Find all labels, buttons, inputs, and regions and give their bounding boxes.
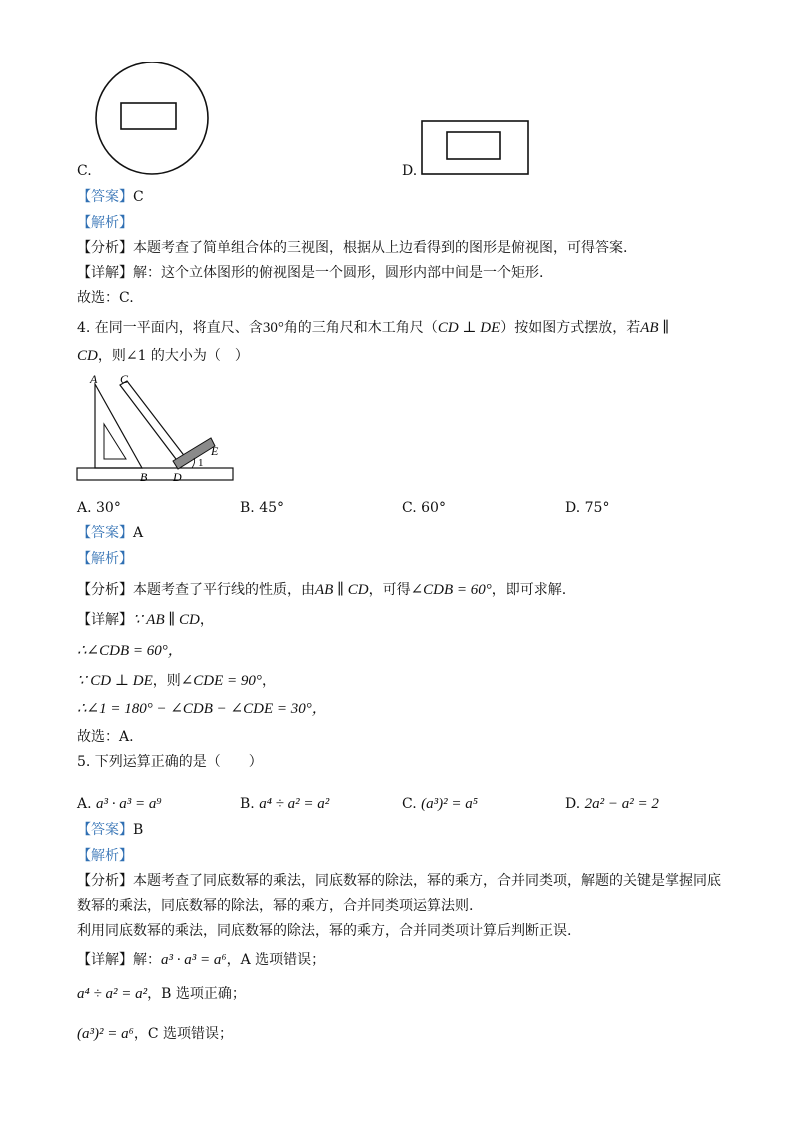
- step3-math-2: ∠CDE = 90°: [180, 673, 262, 689]
- option-value: a³ · a³ = a⁹: [96, 796, 162, 812]
- answer-tag: 【答案】: [77, 525, 133, 541]
- rectangle-shape: [121, 103, 176, 129]
- label-c: C: [120, 372, 129, 386]
- q5-answer: [77, 820, 143, 840]
- fenxi-c: ，即可求解.: [491, 582, 567, 598]
- q4-stem-b: 角的三角尺和木工角尺（: [283, 320, 438, 336]
- q4-stem-deg: 30°: [262, 320, 284, 336]
- option-value: a⁴ ÷ a² = a²: [259, 796, 330, 812]
- triangle-ruler-inner-hole: [104, 424, 126, 459]
- line1-text: ，A 选项错误；: [226, 952, 326, 968]
- q3-conclusion: 故选：C.: [77, 290, 134, 306]
- step3-a: ，则: [152, 673, 181, 689]
- ruler-shape: [77, 468, 233, 480]
- answer-value: B: [133, 822, 144, 838]
- line3-text: ，C 选项错误；: [133, 1026, 233, 1042]
- q5-xiangjie-1: [77, 950, 325, 970]
- fenxi-b: ，可得: [368, 582, 411, 598]
- q3-analysis-tag: 【解析】: [77, 215, 133, 231]
- option-d-figure: [415, 114, 535, 176]
- q4-stem-ab: AB ∥: [640, 320, 670, 336]
- q4-analysis-tag: 【解析】: [77, 551, 133, 567]
- q5-option-c: [402, 794, 478, 814]
- q5-option-b: [240, 794, 329, 814]
- q5-fenxi-3: 利用同底数幂的乘法，同底数幂的除法，幂的乘方，合并同类项计算后判断正误.: [77, 923, 572, 939]
- q4-option-a: [77, 498, 121, 518]
- option-value: (a³)² = a⁵: [421, 796, 478, 812]
- option-label: A.: [77, 500, 92, 516]
- q5-option-a: [77, 794, 162, 814]
- step3-math-1: ∵ CD ⊥ DE: [77, 673, 153, 689]
- q5-xiangjie-3: [77, 1024, 233, 1044]
- fenxi-math-1: AB ∥ CD: [315, 582, 369, 598]
- q4-step4: ∴∠1 = 180° − ∠CDB − ∠CDE = 30°，: [77, 701, 327, 717]
- xiangjie-text: 解：这个立体图形的俯视图是一个圆形，圆形内部中间是一个矩形.: [133, 265, 544, 281]
- fenxi-text-1: 本题考查了同底数幂的乘法，同底数幂的除法，幂的乘方，合并同类项，解题的关键是掌握同底: [133, 873, 721, 889]
- option-label: B.: [240, 500, 255, 516]
- q5-analysis-tag: 【解析】: [77, 848, 133, 864]
- q3-xiangjie: [77, 263, 543, 283]
- label-a: A: [90, 372, 98, 386]
- inner-rectangle-shape: [447, 132, 500, 159]
- option-label: D.: [565, 796, 581, 812]
- q4-fenxi: [77, 580, 566, 600]
- label-e: E: [211, 444, 219, 458]
- xiangjie-tag: 【详解】: [77, 265, 133, 281]
- fenxi-tag: 【分析】: [77, 582, 133, 598]
- q3-answer: [77, 187, 144, 207]
- option-label: B.: [240, 796, 255, 812]
- q4-option-d: [565, 498, 609, 518]
- label-b: B: [140, 470, 148, 484]
- line2-text: ，B 选项正确；: [147, 986, 246, 1002]
- option-label: A.: [77, 796, 92, 812]
- option-value: 2a² − a² = 2: [584, 796, 659, 812]
- q4-conclusion: 故选：A.: [77, 729, 134, 745]
- q4-step2: ∴∠CDB = 60°，: [77, 643, 183, 659]
- answer-value: A: [133, 525, 144, 541]
- q4-stem-c: ）按如图方式摆放，若: [500, 320, 641, 336]
- q4-answer: [77, 523, 143, 543]
- option-value: 60°: [421, 500, 446, 516]
- label-1: 1: [198, 457, 204, 469]
- fenxi-a: 本题考查了平行线的性质，由: [133, 582, 315, 598]
- q4-stem-cdde: CD ⊥ DE: [437, 320, 501, 336]
- fenxi-tag: 【分析】: [77, 873, 133, 889]
- triangle-ruler-shape: [95, 384, 142, 468]
- option-c-figure: [90, 62, 220, 182]
- q4-stem-a: 4. 在同一平面内，将直尺、含: [77, 320, 263, 336]
- fenxi-text: 本题考查了简单组合体的三视图，根据从上边看得到的图形是俯视图，可得答案.: [133, 240, 628, 256]
- option-label: C.: [402, 500, 417, 516]
- circle-shape: [96, 62, 208, 174]
- option-value: 75°: [584, 500, 610, 516]
- q5-option-d: [565, 794, 659, 814]
- answer-tag: 【答案】: [77, 822, 133, 838]
- option-value: 45°: [259, 500, 285, 516]
- xiangjie-pre: 解：: [133, 952, 161, 968]
- answer-value: C: [133, 189, 144, 205]
- line1-math: a³ · a³ = a⁶: [161, 952, 227, 968]
- label-d: D: [173, 470, 182, 484]
- option-value: 30°: [96, 500, 121, 516]
- q4-stem-cd: CD: [77, 348, 98, 364]
- xiangjie-tag: 【详解】: [77, 612, 133, 628]
- answer-tag: 【答案】: [77, 189, 133, 205]
- option-c-label: C.: [77, 163, 92, 179]
- q4-stem-d: ，则∠1 的大小为（ ）: [97, 348, 249, 364]
- q4-stem-line1: [77, 318, 669, 338]
- q4-option-c: [402, 498, 446, 518]
- option-label: D.: [565, 500, 581, 516]
- q3-fenxi: [77, 238, 627, 258]
- option-label: C.: [402, 796, 417, 812]
- q4-stem-line2: [77, 346, 249, 366]
- q4-option-b: [240, 498, 284, 518]
- xiangjie-math: ∵ AB ∥ CD: [133, 612, 200, 628]
- q5-fenxi-1: [77, 871, 721, 891]
- q5-xiangjie-2: [77, 984, 246, 1004]
- carpenter-square-arm: [120, 381, 186, 463]
- xiangjie-tag: 【详解】: [77, 952, 133, 968]
- q4-geometry-figure: [70, 372, 240, 488]
- q4-step3: [77, 671, 276, 691]
- q4-xiangjie: 【详解】∵ AB ∥ CD，: [77, 612, 214, 628]
- fenxi-tag: 【分析】: [77, 240, 133, 256]
- option-d-label: D.: [402, 163, 418, 179]
- line2-math: a⁴ ÷ a² = a²: [77, 986, 148, 1002]
- step3-b: ，: [261, 673, 276, 689]
- q5-fenxi-2: 数幂的乘法，同底数幂的除法，幂的乘方，合并同类项运算法则.: [77, 898, 474, 914]
- q5-stem: 5. 下列运算正确的是（ ）: [77, 754, 263, 770]
- outer-rectangle-shape: [422, 121, 528, 174]
- line3-math: (a³)² = a⁶: [77, 1026, 134, 1042]
- fenxi-math-2: ∠CDB = 60°: [410, 582, 492, 598]
